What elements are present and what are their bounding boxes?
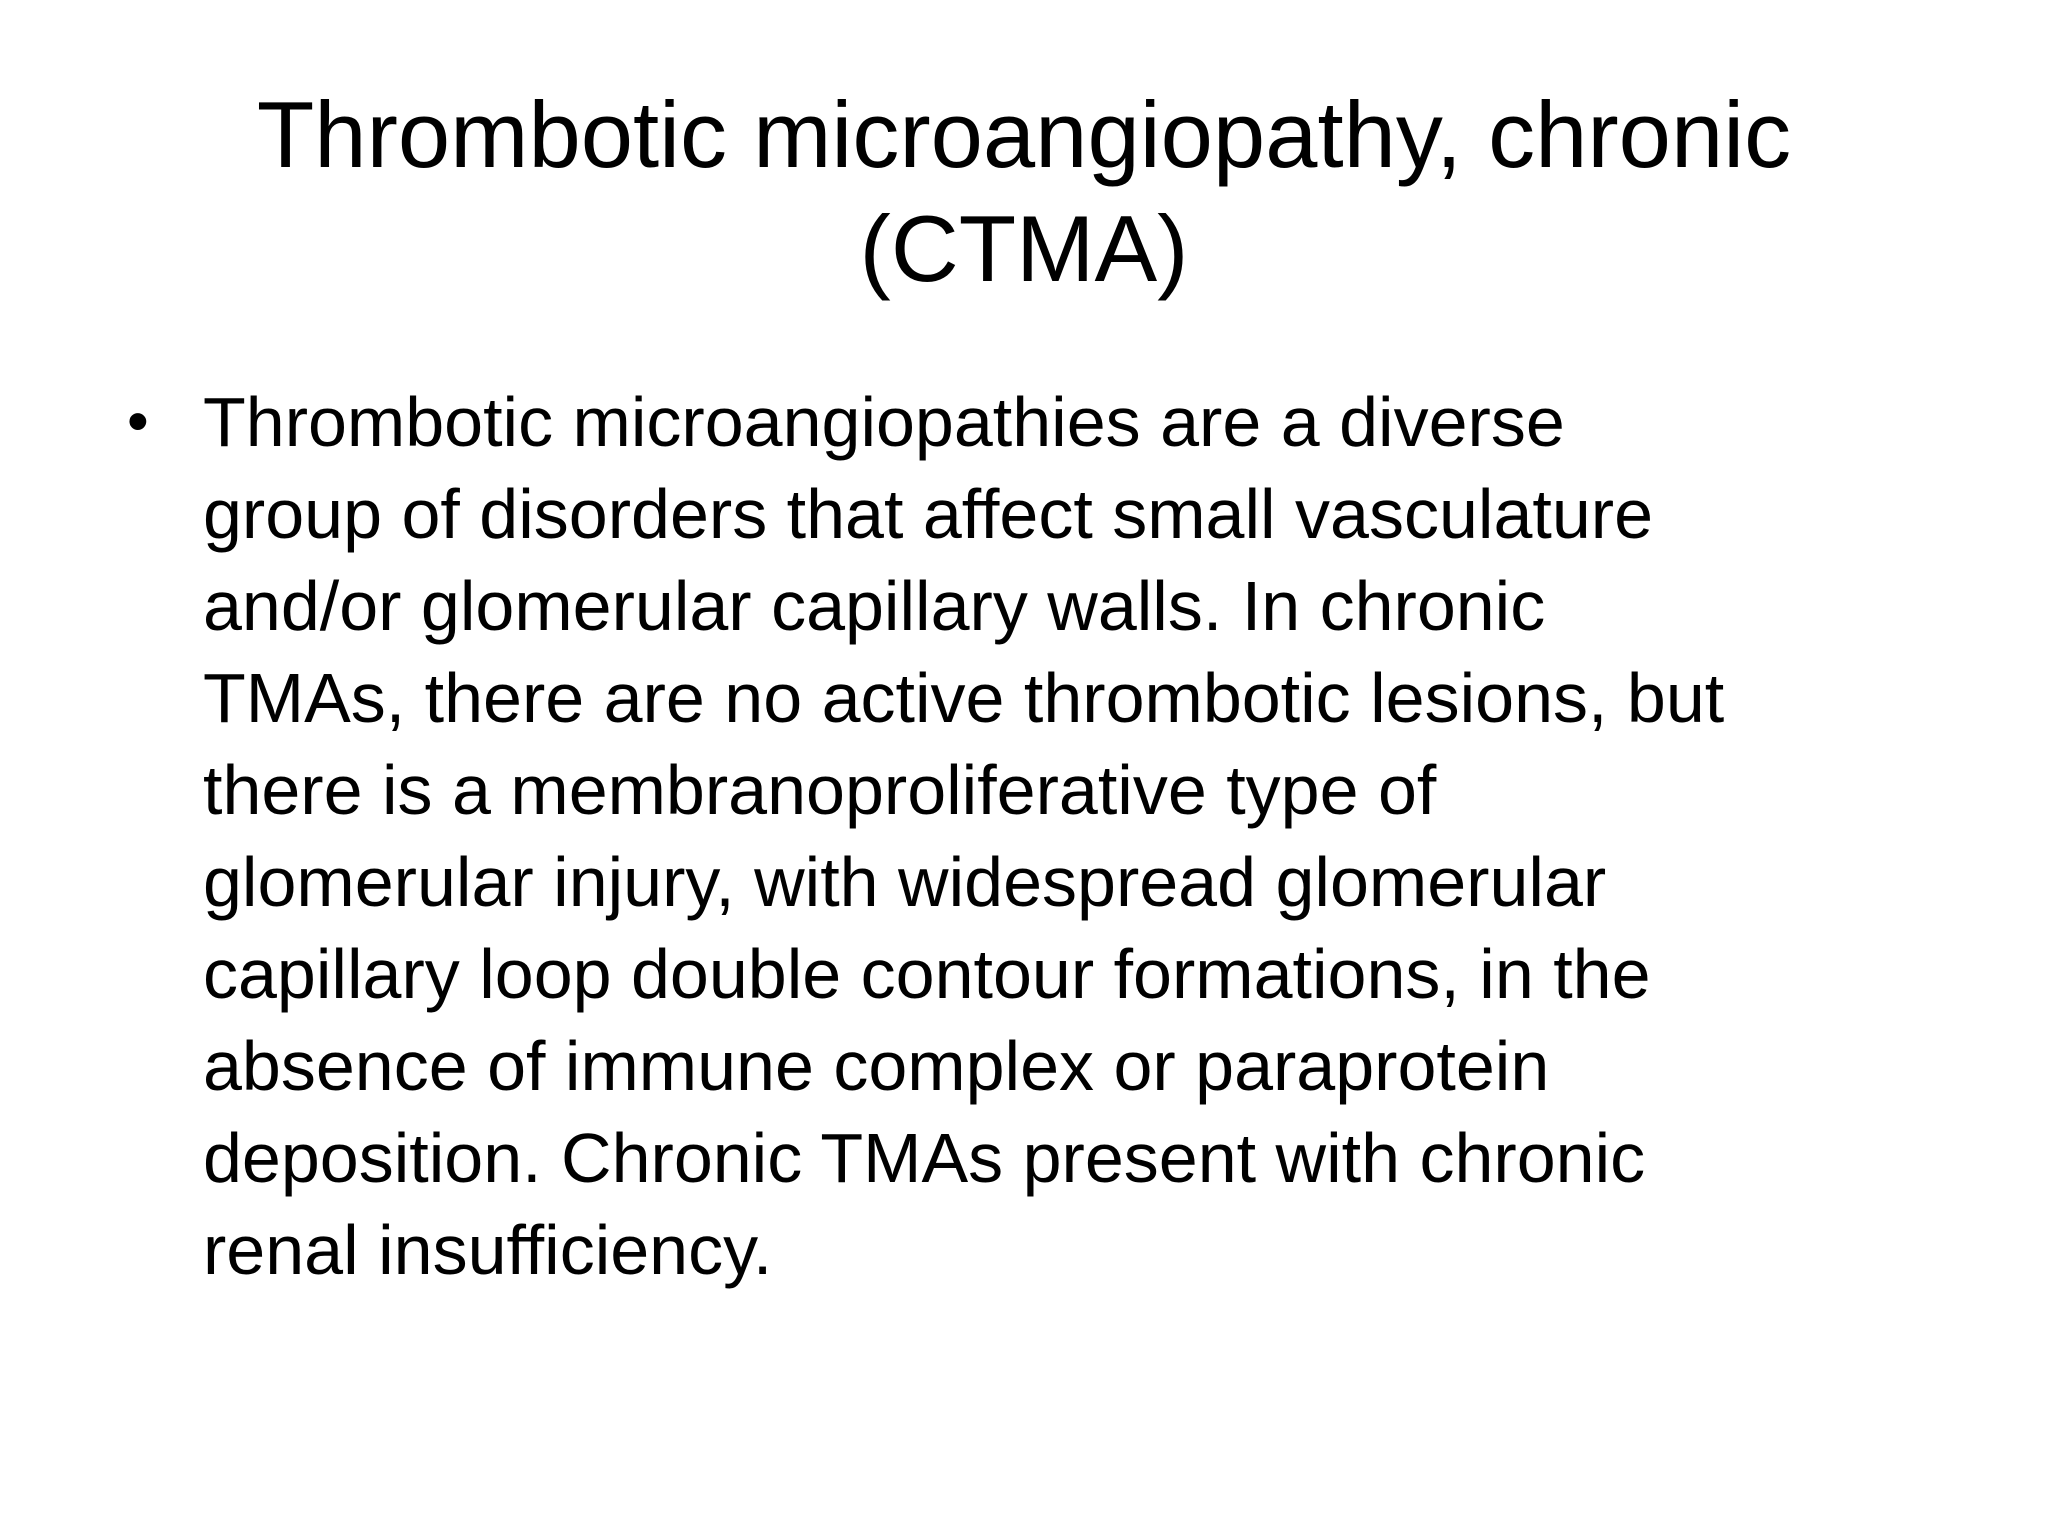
bullet-text-line: there is a membranoproliferative type of xyxy=(203,751,1437,829)
bullet-text-line: deposition. Chronic TMAs present with chronic xyxy=(203,1119,1646,1197)
bullet-list xyxy=(125,376,1955,1296)
slide-title-line: Thrombotic microangiopathy, chronic xyxy=(256,82,1792,187)
bullet-text-line: TMAs, there are no active thrombotic lesions, but xyxy=(203,659,1725,737)
slide-title-line: (CTMA) xyxy=(859,196,1189,301)
bullet-dot-icon: • xyxy=(127,387,149,456)
bullet-text-line: capillary loop double contour formations, in the xyxy=(203,935,1651,1013)
bullet-text-line: group of disorders that affect small vasculature xyxy=(203,475,1654,553)
bullet-text-line: glomerular injury, with widespread glomerular xyxy=(203,843,1607,921)
bullet-item xyxy=(125,376,1955,1296)
bullet-text-line: absence of immune complex or paraprotein xyxy=(203,1027,1550,1105)
bullet-text-line: renal insufficiency. xyxy=(203,1211,773,1289)
bullet-text-line: and/or glomerular capillary walls. In chronic xyxy=(203,567,1546,645)
bullet-text-line: Thrombotic microangiopathies are a diverse xyxy=(203,383,1565,461)
slide-title xyxy=(100,78,1948,306)
